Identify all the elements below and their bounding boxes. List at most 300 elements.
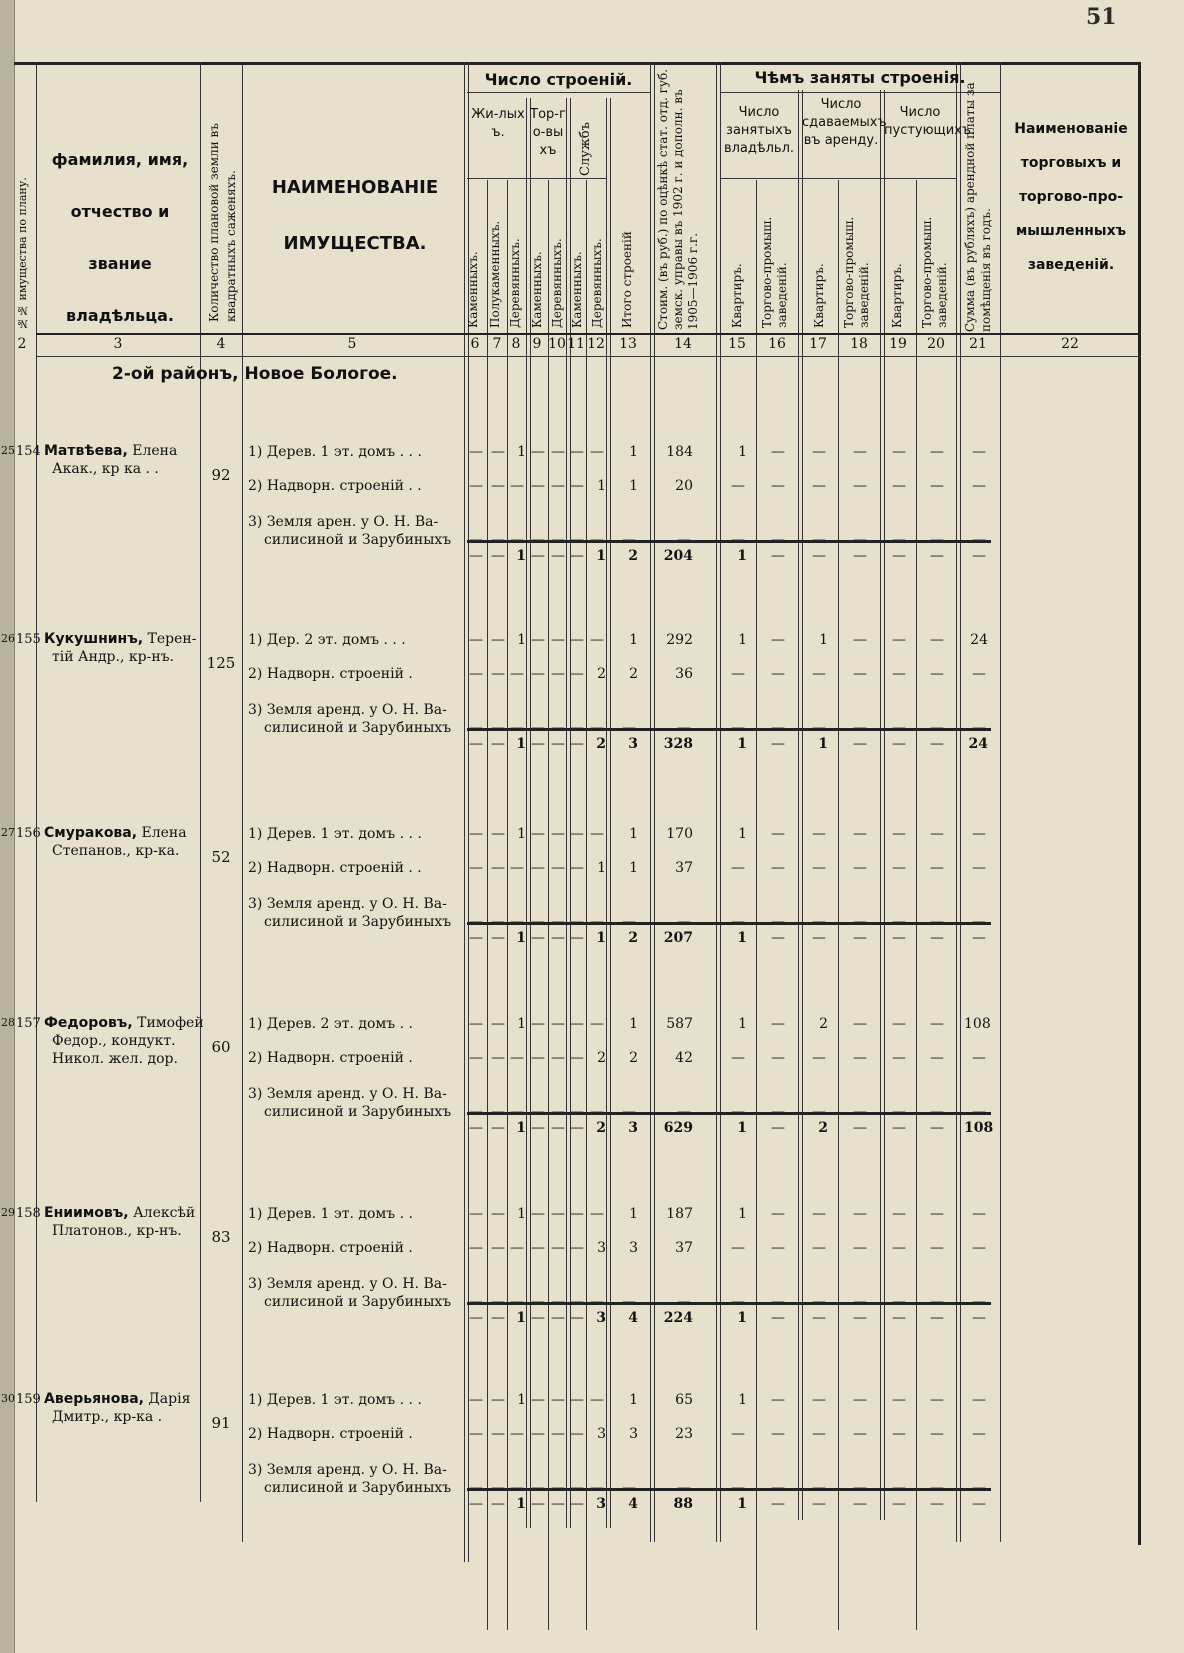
total-col-21: 24 xyxy=(968,736,988,752)
empty-dash: — xyxy=(892,1392,906,1408)
empty-dash: — xyxy=(570,1206,584,1222)
header-stone: Каменныхъ. xyxy=(466,251,480,328)
col-rule xyxy=(200,62,201,1502)
empty-dash: — xyxy=(812,1104,826,1120)
value-col-13: 2 xyxy=(629,666,638,682)
left-plan-number: 25 xyxy=(1,444,15,457)
total-col-8: 1 xyxy=(516,930,526,946)
property-item-label-cont: силисиной и Зарубиныхъ xyxy=(264,914,452,930)
total-col-14: 88 xyxy=(673,1496,693,1512)
property-item-label: 2) Надворн. строеній . xyxy=(248,1050,413,1066)
empty-dash: — xyxy=(853,1392,867,1408)
col-rule xyxy=(586,180,587,1630)
empty-dash: — xyxy=(590,1104,604,1120)
empty-dash: — xyxy=(892,444,906,460)
empty-dash: — xyxy=(771,1310,785,1326)
value-col-14: 37 xyxy=(675,860,693,876)
header-service: Службъ xyxy=(578,122,593,176)
empty-dash: — xyxy=(892,478,906,494)
empty-dash: — xyxy=(972,478,986,494)
empty-dash: — xyxy=(771,1426,785,1442)
empty-dash: — xyxy=(531,1016,545,1032)
empty-dash: — xyxy=(570,860,584,876)
empty-dash: — xyxy=(531,478,545,494)
empty-dash: — xyxy=(892,1426,906,1442)
value-col-14: 20 xyxy=(675,478,693,494)
empty-dash: — xyxy=(853,720,867,736)
empty-dash: — xyxy=(551,736,565,752)
header-land: Количество плановой земли въ квадратныхъ саженяхъ. xyxy=(207,123,238,322)
empty-dash: — xyxy=(570,1480,584,1496)
empty-dash: — xyxy=(930,1206,944,1222)
empty-dash: — xyxy=(491,914,505,930)
total-col-14: 629 xyxy=(663,1120,693,1136)
empty-dash: — xyxy=(491,736,505,752)
property-item-label: 2) Надворн. строеній . xyxy=(248,1240,413,1256)
empty-dash: — xyxy=(531,548,545,564)
empty-dash: — xyxy=(853,1016,867,1032)
empty-dash: — xyxy=(551,478,565,494)
empty-dash: — xyxy=(771,1016,785,1032)
empty-dash: — xyxy=(892,532,906,548)
empty-dash: — xyxy=(510,478,524,494)
empty-dash: — xyxy=(551,914,565,930)
empty-dash: — xyxy=(771,1104,785,1120)
empty-dash: — xyxy=(677,1104,691,1120)
empty-dash: — xyxy=(491,1104,505,1120)
empty-dash: — xyxy=(491,1120,505,1136)
value-col-13: 1 xyxy=(629,1016,638,1032)
empty-dash: — xyxy=(731,914,745,930)
empty-dash: — xyxy=(677,914,691,930)
empty-dash: — xyxy=(622,914,636,930)
empty-dash: — xyxy=(812,720,826,736)
empty-dash: — xyxy=(930,1120,944,1136)
value-col-12: 3 xyxy=(597,1240,606,1256)
owner-surname: Кукушнинъ, xyxy=(44,631,144,647)
header-trade-est-empty: Торгово-промыш. заведеній. xyxy=(920,216,949,328)
empty-dash: — xyxy=(853,632,867,648)
total-col-14: 207 xyxy=(663,930,693,946)
column-number: 5 xyxy=(347,336,357,352)
property-item-label: 3) Земля аренд. у О. Н. Ва- xyxy=(248,1462,447,1478)
empty-dash: — xyxy=(570,666,584,682)
empty-dash: — xyxy=(853,1480,867,1496)
col-rule xyxy=(716,62,721,1542)
empty-dash: — xyxy=(677,720,691,736)
column-number: 2 xyxy=(17,336,27,352)
empty-dash: — xyxy=(771,1120,785,1136)
empty-dash: — xyxy=(812,1050,826,1066)
empty-dash: — xyxy=(892,1050,906,1066)
empty-dash: — xyxy=(853,478,867,494)
empty-dash: — xyxy=(892,930,906,946)
value-col-12: 1 xyxy=(597,860,606,876)
column-number: 21 xyxy=(969,336,987,352)
empty-dash: — xyxy=(853,1050,867,1066)
empty-dash: — xyxy=(812,826,826,842)
empty-dash: — xyxy=(812,1496,826,1512)
empty-dash: — xyxy=(972,1426,986,1442)
empty-dash: — xyxy=(510,1480,524,1496)
empty-dash: — xyxy=(677,1294,691,1310)
empty-dash: — xyxy=(930,1426,944,1442)
empty-dash: — xyxy=(590,1206,604,1222)
header-trade-stone: Каменныхъ. xyxy=(530,251,544,328)
column-number: 6 xyxy=(470,336,480,352)
empty-dash: — xyxy=(531,1496,545,1512)
empty-dash: — xyxy=(491,1480,505,1496)
empty-dash: — xyxy=(972,1392,986,1408)
empty-dash: — xyxy=(551,1310,565,1326)
header-bottom-rule xyxy=(36,333,1141,335)
empty-dash: — xyxy=(892,860,906,876)
empty-dash: — xyxy=(972,666,986,682)
empty-dash: — xyxy=(972,860,986,876)
owner-name: Матвѣева, Елена Акак., кр ка . . xyxy=(44,443,178,477)
empty-dash: — xyxy=(469,1050,483,1066)
empty-dash: — xyxy=(731,1240,745,1256)
empty-dash: — xyxy=(771,632,785,648)
empty-dash: — xyxy=(930,860,944,876)
header-semistone: Полукаменныхъ. xyxy=(488,220,502,328)
owner-name: Аверьянова, Дарія Дмитр., кр-ка . xyxy=(44,1391,191,1425)
empty-dash: — xyxy=(972,720,986,736)
column-number: 14 xyxy=(674,336,692,352)
empty-dash: — xyxy=(853,1120,867,1136)
empty-dash: — xyxy=(930,1016,944,1032)
column-number: 20 xyxy=(927,336,945,352)
property-item-label-cont: силисиной и Зарубиныхъ xyxy=(264,532,452,548)
empty-dash: — xyxy=(853,666,867,682)
value-col-13: 3 xyxy=(629,1240,638,1256)
header-buildings-count: Число строеній. xyxy=(484,70,633,89)
property-item-label: 3) Земля аренд. у О. Н. Ва- xyxy=(248,702,447,718)
property-item-label: 1) Дерев. 1 эт. домъ . . . xyxy=(248,1392,422,1408)
total-col-8: 1 xyxy=(516,1496,526,1512)
empty-dash: — xyxy=(930,720,944,736)
empty-dash: — xyxy=(892,914,906,930)
empty-dash: — xyxy=(590,826,604,842)
empty-dash: — xyxy=(491,720,505,736)
value-col-8: 1 xyxy=(517,826,526,842)
col-rule xyxy=(606,98,611,1528)
total-col-8: 1 xyxy=(516,548,526,564)
empty-dash: — xyxy=(930,1294,944,1310)
total-rule xyxy=(467,728,991,731)
value-col-13: 1 xyxy=(629,826,638,842)
value-col-13: 3 xyxy=(629,1426,638,1442)
empty-dash: — xyxy=(972,1240,986,1256)
total-col-14: 224 xyxy=(663,1310,693,1326)
header-trade: Тор-го-выхъ xyxy=(530,107,566,158)
empty-dash: — xyxy=(771,720,785,736)
value-col-8: 1 xyxy=(517,1016,526,1032)
empty-dash: — xyxy=(972,1294,986,1310)
total-rule xyxy=(467,1302,991,1305)
empty-dash: — xyxy=(531,444,545,460)
empty-dash: — xyxy=(853,532,867,548)
column-number: 18 xyxy=(850,336,868,352)
empty-dash: — xyxy=(469,1426,483,1442)
header-rule xyxy=(467,92,650,93)
total-rule xyxy=(467,922,991,925)
column-number: 11 xyxy=(567,336,585,352)
total-col-12: 1 xyxy=(596,548,606,564)
col-rule xyxy=(916,180,917,1630)
empty-dash: — xyxy=(551,1392,565,1408)
empty-dash: — xyxy=(531,1294,545,1310)
empty-dash: — xyxy=(731,532,745,548)
empty-dash: — xyxy=(570,1496,584,1512)
value-col-15: 1 xyxy=(738,632,747,648)
empty-dash: — xyxy=(853,1206,867,1222)
empty-dash: — xyxy=(531,1240,545,1256)
owner-name: Кукушнинъ, Терен- тій Андр., кр-нъ. xyxy=(44,631,197,665)
empty-dash: — xyxy=(531,1050,545,1066)
value-col-14: 187 xyxy=(666,1206,693,1222)
total-rule xyxy=(467,1112,991,1115)
column-number: 8 xyxy=(511,336,521,352)
empty-dash: — xyxy=(622,720,636,736)
empty-dash: — xyxy=(771,478,785,494)
empty-dash: — xyxy=(853,1310,867,1326)
property-item-label-cont: силисиной и Зарубиныхъ xyxy=(264,720,452,736)
header-living: Жи-лыхъ. xyxy=(471,107,525,140)
empty-dash: — xyxy=(972,930,986,946)
property-item-label-cont: силисиной и Зарубиныхъ xyxy=(264,1480,452,1496)
empty-dash: — xyxy=(570,1104,584,1120)
empty-dash: — xyxy=(892,1496,906,1512)
empty-dash: — xyxy=(972,1104,986,1120)
empty-dash: — xyxy=(469,548,483,564)
empty-dash: — xyxy=(812,1392,826,1408)
empty-dash: — xyxy=(469,444,483,460)
header-trade-est-rent: Торгово-промыш. заведеній. xyxy=(842,216,871,328)
empty-dash: — xyxy=(469,860,483,876)
empty-dash: — xyxy=(812,1240,826,1256)
value-col-12: 3 xyxy=(597,1426,606,1442)
empty-dash: — xyxy=(771,860,785,876)
value-col-8: 1 xyxy=(517,1392,526,1408)
empty-dash: — xyxy=(930,532,944,548)
total-col-12: 1 xyxy=(596,930,606,946)
empty-dash: — xyxy=(590,914,604,930)
property-item-label: 3) Земля арен. у О. Н. Ва- xyxy=(248,514,439,530)
total-rule xyxy=(467,1488,991,1491)
col-rule xyxy=(36,62,37,1502)
empty-dash: — xyxy=(853,1240,867,1256)
empty-dash: — xyxy=(731,1050,745,1066)
empty-dash: — xyxy=(531,826,545,842)
empty-dash: — xyxy=(491,1294,505,1310)
empty-dash: — xyxy=(771,548,785,564)
total-col-13: 2 xyxy=(628,930,638,946)
empty-dash: — xyxy=(812,444,826,460)
empty-dash: — xyxy=(510,666,524,682)
column-number: 17 xyxy=(809,336,827,352)
empty-dash: — xyxy=(771,1206,785,1222)
value-col-12: 2 xyxy=(597,666,606,682)
total-col-13: 3 xyxy=(628,736,638,752)
property-item-label: 2) Надворн. строеній . xyxy=(248,666,413,682)
empty-dash: — xyxy=(510,1050,524,1066)
empty-dash: — xyxy=(551,444,565,460)
empty-dash: — xyxy=(771,930,785,946)
property-item-label: 3) Земля аренд. у О. Н. Ва- xyxy=(248,1276,447,1292)
empty-dash: — xyxy=(853,1104,867,1120)
empty-dash: — xyxy=(853,1294,867,1310)
empty-dash: — xyxy=(469,1016,483,1032)
empty-dash: — xyxy=(469,826,483,842)
value-col-14: 184 xyxy=(666,444,693,460)
header-value: Стоим. (въ руб.) по оцѣнкѣ стат. отд. губ. земск. управы въ 1902 г. и дополн. въ 1905—1906 г.г. xyxy=(656,69,700,330)
header-rented: Число сдаваемыхъ въ аренду. xyxy=(802,97,887,148)
empty-dash: — xyxy=(892,1310,906,1326)
empty-dash: — xyxy=(510,1240,524,1256)
total-col-15: 1 xyxy=(737,1496,747,1512)
total-col-12: 3 xyxy=(596,1310,606,1326)
empty-dash: — xyxy=(531,720,545,736)
empty-dash: — xyxy=(551,1426,565,1442)
owner-surname: Аверьянова, xyxy=(44,1391,144,1407)
value-col-13: 1 xyxy=(629,632,638,648)
header-empty: Число пустующихъ. xyxy=(884,105,976,138)
empty-dash: — xyxy=(853,930,867,946)
empty-dash: — xyxy=(892,632,906,648)
property-item-label: 1) Дерев. 1 эт. домъ . . xyxy=(248,1206,414,1222)
empty-dash: — xyxy=(812,666,826,682)
header-rule xyxy=(467,178,607,179)
empty-dash: — xyxy=(590,444,604,460)
value-col-21: 24 xyxy=(970,632,988,648)
empty-dash: — xyxy=(551,1496,565,1512)
column-number: 9 xyxy=(532,336,542,352)
empty-dash: — xyxy=(892,826,906,842)
total-col-21: 108 xyxy=(964,1120,994,1136)
empty-dash: — xyxy=(491,860,505,876)
empty-dash: — xyxy=(531,532,545,548)
column-number: 4 xyxy=(216,336,226,352)
empty-dash: — xyxy=(930,736,944,752)
empty-dash: — xyxy=(551,548,565,564)
property-item-label: 1) Дер. 2 эт. домъ . . . xyxy=(248,632,406,648)
value-col-15: 1 xyxy=(738,826,747,842)
empty-dash: — xyxy=(491,666,505,682)
total-col-15: 1 xyxy=(737,930,747,946)
empty-dash: — xyxy=(469,632,483,648)
value-col-21: 108 xyxy=(964,1016,991,1032)
empty-dash: — xyxy=(531,1426,545,1442)
empty-dash: — xyxy=(972,826,986,842)
empty-dash: — xyxy=(510,720,524,736)
empty-dash: — xyxy=(930,1240,944,1256)
empty-dash: — xyxy=(892,1120,906,1136)
total-col-14: 204 xyxy=(663,548,693,564)
empty-dash: — xyxy=(731,860,745,876)
empty-dash: — xyxy=(469,1240,483,1256)
plan-number: 155 xyxy=(16,632,41,647)
header-occupied: Чѣмъ заняты строенія. xyxy=(754,68,966,87)
column-number: 13 xyxy=(619,336,637,352)
property-item-label: 1) Дерев. 1 эт. домъ . . . xyxy=(248,444,422,460)
header-property: НАИМЕНОВАНІЕ ИМУЩЕСТВА. xyxy=(271,177,439,254)
owner-surname: Ениимовъ, xyxy=(44,1205,129,1221)
empty-dash: — xyxy=(551,1480,565,1496)
empty-dash: — xyxy=(771,1496,785,1512)
empty-dash: — xyxy=(853,1426,867,1442)
empty-dash: — xyxy=(812,860,826,876)
empty-dash: — xyxy=(731,1104,745,1120)
empty-dash: — xyxy=(551,1016,565,1032)
total-col-12: 2 xyxy=(596,736,606,752)
empty-dash: — xyxy=(551,720,565,736)
empty-dash: — xyxy=(892,1104,906,1120)
empty-dash: — xyxy=(510,1426,524,1442)
value-col-14: 170 xyxy=(666,826,693,842)
empty-dash: — xyxy=(551,1050,565,1066)
empty-dash: — xyxy=(590,1016,604,1032)
total-col-13: 3 xyxy=(628,1120,638,1136)
empty-dash: — xyxy=(622,1104,636,1120)
empty-dash: — xyxy=(930,632,944,648)
empty-dash: — xyxy=(551,1104,565,1120)
empty-dash: — xyxy=(771,1050,785,1066)
empty-dash: — xyxy=(892,1016,906,1032)
plan-number: 156 xyxy=(16,826,41,841)
empty-dash: — xyxy=(731,666,745,682)
empty-dash: — xyxy=(590,720,604,736)
value-col-14: 42 xyxy=(675,1050,693,1066)
empty-dash: — xyxy=(771,736,785,752)
empty-dash: — xyxy=(469,532,483,548)
empty-dash: — xyxy=(812,930,826,946)
empty-dash: — xyxy=(930,1310,944,1326)
column-number: 7 xyxy=(492,336,502,352)
column-number: 3 xyxy=(113,336,123,352)
empty-dash: — xyxy=(812,1480,826,1496)
empty-dash: — xyxy=(930,1392,944,1408)
header-total-buildings: Итого строеній xyxy=(620,231,634,328)
header-trade-est-own: Торгово-промыш. заведеній. xyxy=(760,216,789,328)
empty-dash: — xyxy=(853,1496,867,1512)
column-number: 15 xyxy=(728,336,746,352)
empty-dash: — xyxy=(972,1480,986,1496)
total-col-8: 1 xyxy=(516,1120,526,1136)
value-col-13: 1 xyxy=(629,478,638,494)
col-rule xyxy=(798,90,803,1520)
empty-dash: — xyxy=(853,860,867,876)
colnum-rule xyxy=(36,356,1141,357)
empty-dash: — xyxy=(892,1206,906,1222)
empty-dash: — xyxy=(469,914,483,930)
empty-dash: — xyxy=(731,1426,745,1442)
property-item-label: 1) Дерев. 2 эт. домъ . . xyxy=(248,1016,414,1032)
empty-dash: — xyxy=(590,632,604,648)
left-plan-number: 27 xyxy=(1,826,15,839)
empty-dash: — xyxy=(551,1294,565,1310)
empty-dash: — xyxy=(930,478,944,494)
empty-dash: — xyxy=(972,548,986,564)
property-item-label: 3) Земля аренд. у О. Н. Ва- xyxy=(248,896,447,912)
empty-dash: — xyxy=(892,1480,906,1496)
empty-dash: — xyxy=(551,1120,565,1136)
empty-dash: — xyxy=(972,444,986,460)
total-col-14: 328 xyxy=(663,736,693,752)
empty-dash: — xyxy=(469,1480,483,1496)
empty-dash: — xyxy=(930,914,944,930)
value-col-14: 587 xyxy=(666,1016,693,1032)
